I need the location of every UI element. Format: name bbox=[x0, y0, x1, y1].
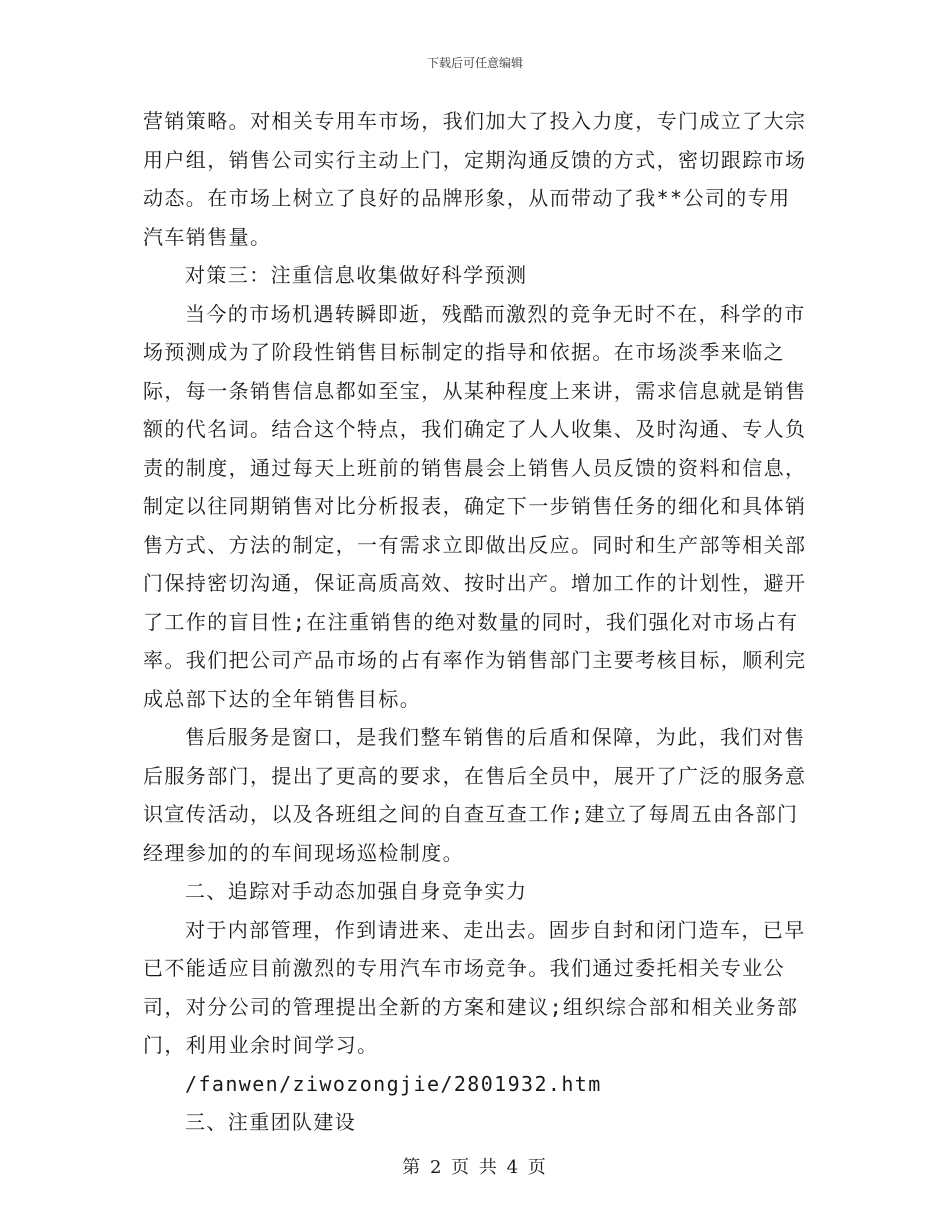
url-line: /fanwen/ziwozongjie/2801932.htm bbox=[185, 1071, 602, 1096]
heading-section-three: 三、注重团队建设 bbox=[185, 1110, 357, 1134]
page-footer: 第 2 页 共 4 页 bbox=[402, 1157, 548, 1178]
heading-strategy-three: 对策三：注重信息收集做好科学预测 bbox=[185, 263, 528, 287]
paragraph-4: 售后服务是窗口，是我们整车销售的后盾和保障，为此，我们对售后服务部门，提出了更高的要求，在售后全员中，展开了广泛的服务意识宣传活动，以及各班组之间的自查互查工作;建立了每周五由各部门经理参加的的车间现场巡检制度。 bbox=[143, 725, 807, 865]
page-header: 下载后可任意编辑 bbox=[426, 56, 523, 70]
paragraph-1: 营销策略。对相关专用车市场，我们加大了投入力度，专门成立了大宗用户组，销售公司实行主动上门，定期沟通反馈的方式，密切跟踪市场动态。在市场上树立了良好的品牌形象，从而带动了我**公司的专用汽车销售量。 bbox=[143, 109, 807, 249]
heading-section-two: 二、追踪对手动态加强自身竞争实力 bbox=[185, 879, 528, 903]
paragraph-6: 对于内部管理，作到请进来、走出去。固步自封和闭门造车，已早已不能适应目前激烈的专用汽车市场竞争。我们通过委托相关专业公司，对分公司的管理提出全新的方案和建议;组织综合部和相关业务部门，利用业余时间学习。 bbox=[143, 917, 806, 1057]
paragraph-3: 当今的市场机遇转瞬即逝，残酷而激烈的竞争无时不在，科学的市场预测成为了阶段性销售目标制定的指导和依据。在市场淡季来临之际，每一条销售信息都如至宝，从某种程度上来讲，需求信息就是销售额的代名词。结合这个特点，我们确定了人人收集、及时沟通、专人负责的制度，通过每天上班前的销售晨会上销售人员反馈的资料和信息，制定以往同期销售对比分析报表，确定下一步销售任务的细化和具体销售方式、方法的制定，一有需求立即做出反应。同时和生产部等相关部门保持密切沟通，保证高质高效、按时出产。增加工作的计划性，避开了工作的盲目性;在注重销售的绝对数量的同时，我们强化对市场占有率。我们把公司产品市场的占有率作为销售部门主要考核目标，顺利完成总部下达的全年销售目标。 bbox=[143, 301, 807, 711]
document-body bbox=[143, 102, 808, 1142]
